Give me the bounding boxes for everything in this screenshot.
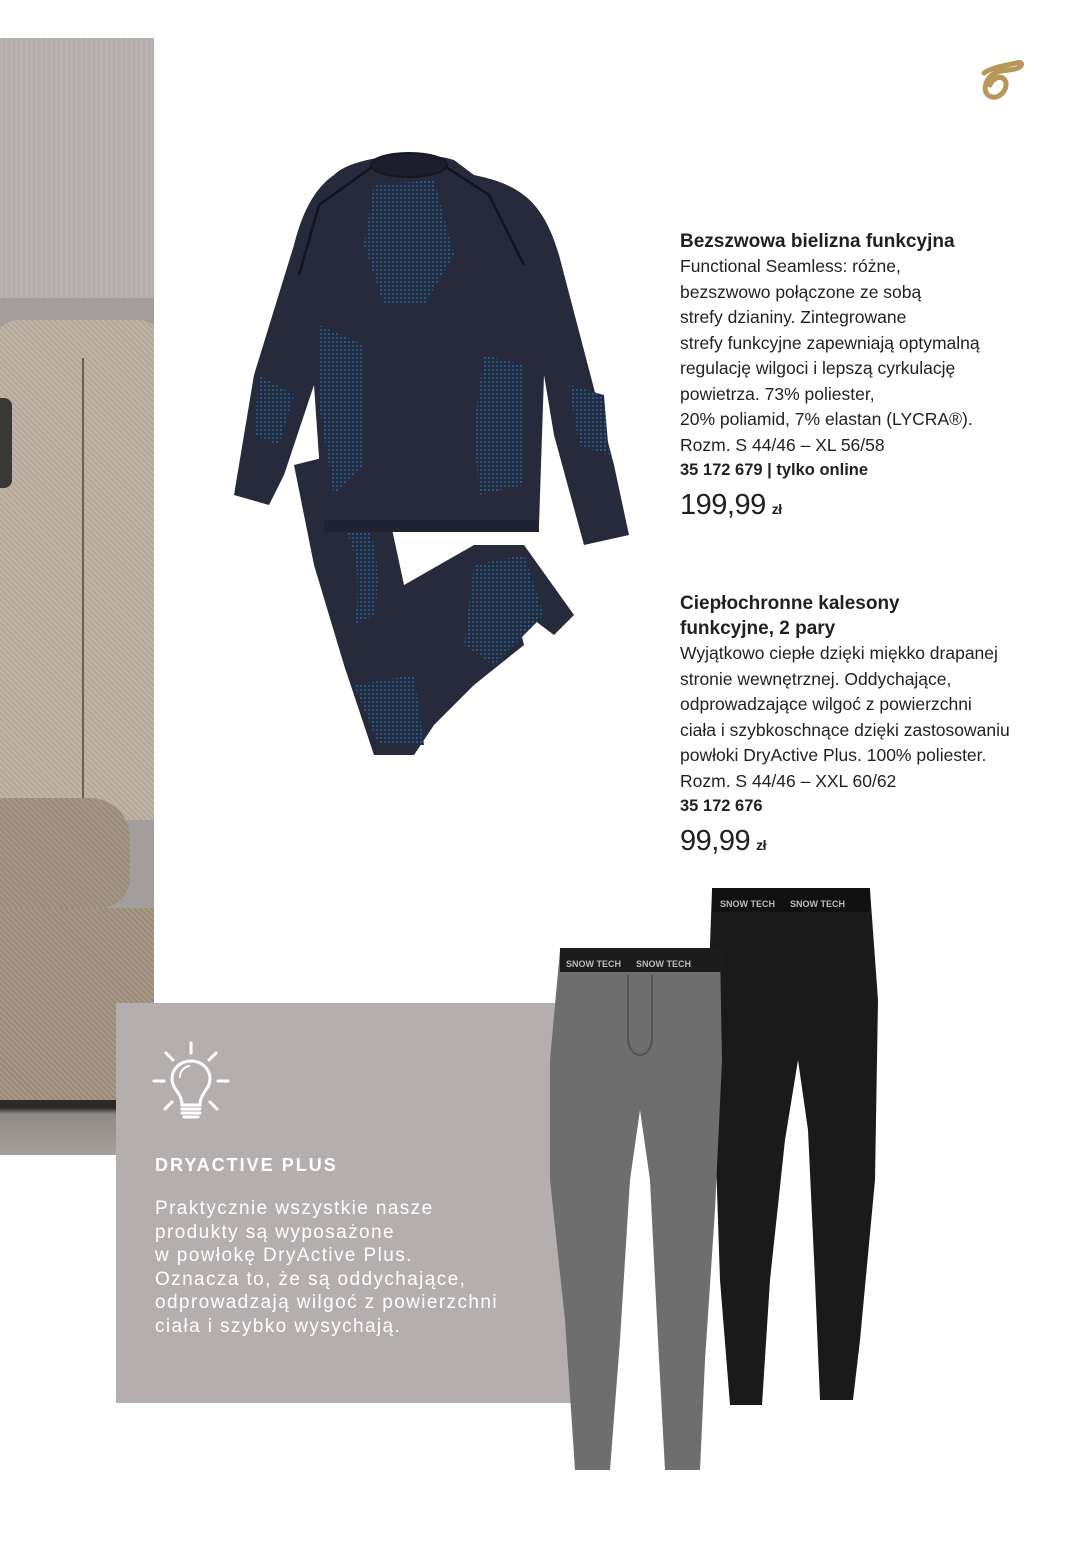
product-seamless-underwear [680,229,1060,526]
product-title-line-1: Ciepłochronne kalesony [680,593,900,614]
info-heading: DRYACTIVE PLUS [155,1155,338,1175]
product-title: Bezszwowa bielizna funkcyjna [680,231,955,252]
tchibo-logo-icon [970,55,1030,105]
product-price [680,488,1060,526]
waistband-text: SNOW TECH [720,899,775,909]
photo-sofa-cushion [0,320,154,820]
product-sku: 35 172 679 | tylko online [680,461,869,479]
photo-seat-cushion [0,798,130,908]
photo-shadow [0,398,12,488]
product-description: Functional Seamless: różne, bezszwowo połączone ze sobą strefy dzianiny. Zintegrowane strefy funkcyjne zapewniają optymalną regulację wilgoci i lepszą cyrkulację powietrza. 73% poliester, 20% poliamid, 7% elastan (LYCRA®). Rozm. S 44/46 – XL 56/58 [680,256,980,455]
price-currency: zł [756,836,766,853]
photo-wall [0,38,154,298]
lifestyle-photo [0,38,154,1155]
product-image-long-johns [540,880,890,1480]
dryactive-info-box [116,1003,576,1403]
product-title-line-2: funkcyjne, 2 pary [680,618,836,639]
svg-text:SNOW TECH: SNOW TECH [790,899,845,909]
price-currency: zł [771,500,782,517]
info-body: Praktycznie wszystkie nasze produkty są wyposażone w powłokę DryActive Plus. Oznacza to, że są oddychające, odprowadzają wilgoć z powierzchni ciała i szybko wysychają. [155,1198,498,1337]
photo-cushion-seam [82,358,84,818]
product-description: Wyjątkowo ciepłe dzięki miękko drapanej stronie wewnętrznej. Oddychające, odprowadzające wilgoć z powierzchni ciała i szybkoschnące dzięki zastosowaniu powłoki DryActive Plus. 100% poliester. Rozm. S 44/46 – XXL 60/62 [680,643,1010,791]
product-sku: 35 172 676 [680,797,763,815]
product-image-seamless-set [224,145,634,765]
product-price [680,824,1060,862]
svg-text:SNOW TECH: SNOW TECH [636,959,691,969]
price-amount: 99,99 [680,824,751,857]
svg-text:SNOW TECH: SNOW TECH [566,959,621,969]
product-thermal-long-johns [680,591,1060,862]
lightbulb-icon [152,1041,232,1123]
price-amount: 199,99 [680,488,766,521]
